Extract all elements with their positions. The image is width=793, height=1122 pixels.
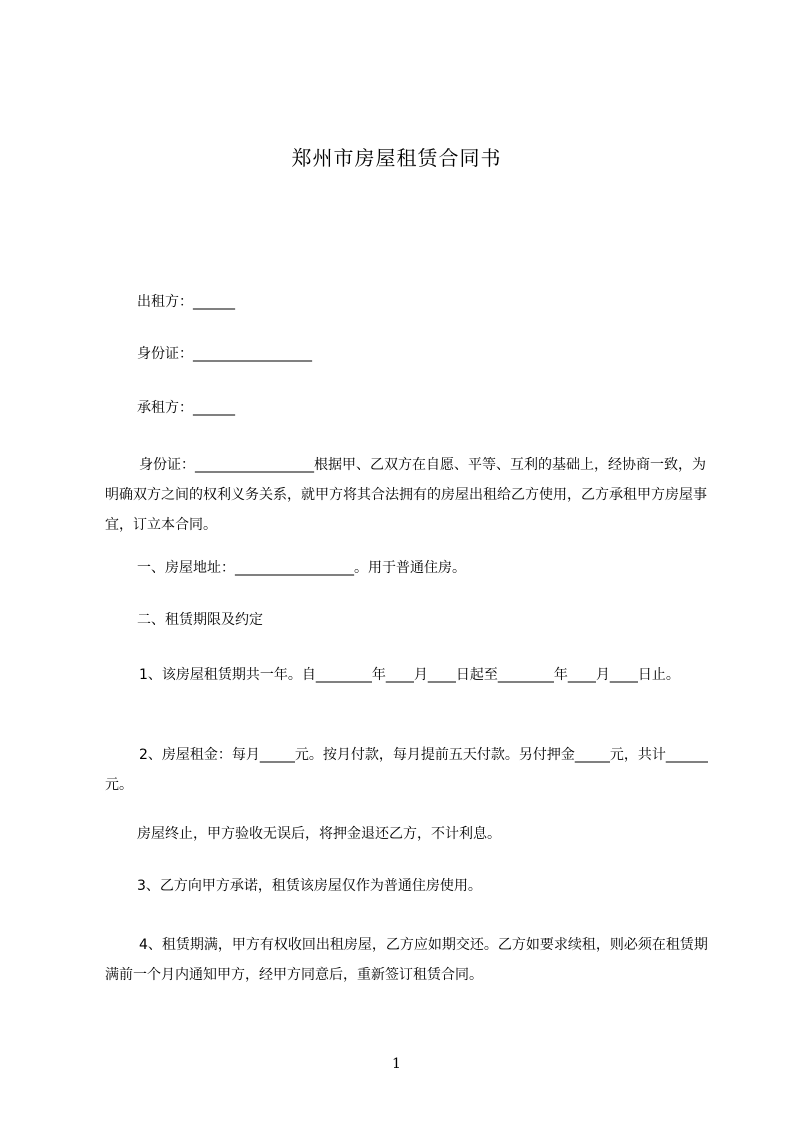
section-address: 一、房屋地址：_________________。用于普通住房。	[137, 560, 466, 576]
document-title: 郑州市房屋租赁合同书	[291, 146, 502, 170]
lessor-line: 出租方：______	[137, 294, 235, 310]
deposit-note: 房屋终止，甲方验收无误后，将押金退还乙方，不计利息。	[137, 826, 501, 842]
clause-renewal: 4、租赁期满，甲方有权收回出租房屋，乙方应如期交还。乙方如要求续租，则必须在租赁期满前一个月内通知甲方，经甲方同意后，重新签订租赁合同。	[105, 937, 708, 983]
clause-usage: 3、乙方向甲方承诺，租赁该房屋仅作为普通住房使用。	[137, 878, 482, 894]
lessee-line: 承租方：______	[137, 400, 235, 416]
section-term-heading: 二、租赁期限及约定	[137, 612, 263, 628]
clause-rent: 2、房屋租金：每月_____元。按月付款，每月提前五天付款。另付押金_____元，共计______元。	[105, 747, 708, 793]
page-number: 1	[392, 1056, 401, 1072]
clause-term: 1、该房屋租赁期共一年。自________年____月____日起至________年____月____日止。	[139, 667, 680, 683]
lessee-id-paragraph: 身份证：_________________根据甲、乙双方在自愿、平等、互利的基础上，经协商一致，为明确双方之间的权利义务关系，就甲方将其合法拥有的房屋出租给乙方使用，乙方承租甲方房屋事宜，订立本合同。	[105, 457, 707, 533]
lessor-id-line: 身份证：_________________	[137, 346, 312, 362]
